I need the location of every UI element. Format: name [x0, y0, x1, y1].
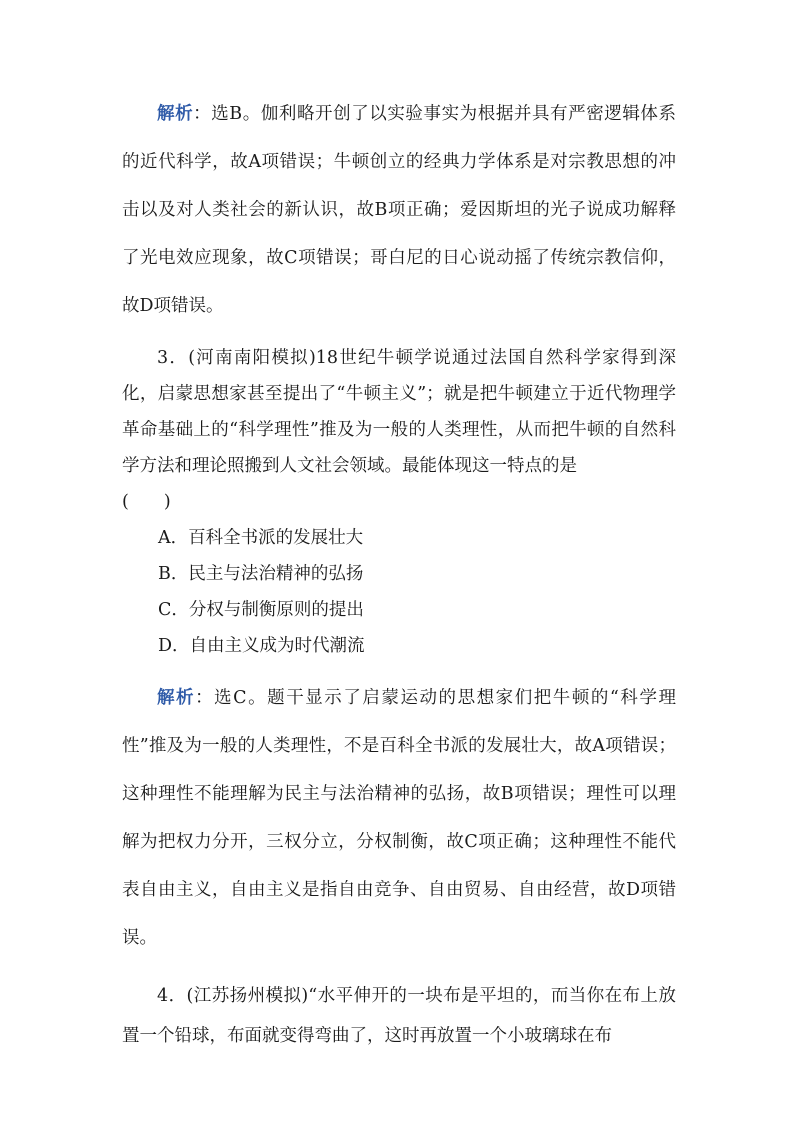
question-number: 4．: [157, 986, 187, 1006]
analysis-label: 解析: [157, 688, 196, 708]
option-d: D．自由主义成为时代潮流: [158, 636, 365, 656]
question-3-stem: [122, 340, 676, 484]
question-text: 18世纪牛顿学说通过法国自然科学家得到深化，启蒙思想家甚至提出了“牛顿主义”；就是把牛顿建立于近代物理学革命基础上的“科学理性”推及为一般的人类理性，从而把牛顿的自然科学方法和理论照搬到人文社会领域。最能体现这一特点的是: [122, 348, 676, 476]
analysis-text: ：选C。题干显示了启蒙运动的思想家们把牛顿的“科学理性”推及为一般的人类理性，不是百科全书派的发展壮大，故A项错误；这种理性不能理解为民主与法治精神的弘扬，故B项错误；理性可以理解为把权力分开，三权分立，分权制衡，故C项正确；这种理性不能代表自由主义，自由主义是指自由竞争、自由贸易、自由经营，故D项错误。: [122, 688, 676, 948]
question-number: 3．: [157, 348, 189, 368]
question-source: (江苏扬州模拟): [186, 986, 309, 1006]
analysis-label: 解析: [157, 104, 194, 124]
option-b: B．民主与法治精神的弘扬: [158, 564, 364, 584]
answer-blank: ( ): [122, 492, 171, 512]
option-c: C．分权与制衡原则的提出: [158, 600, 364, 620]
question-4-stem: [122, 976, 676, 1056]
question-text: “水平伸开的一块布是平坦的，而当你在布上放置一个铅球，布面就变得弯曲了，这时再放置一个小玻璃球在布: [122, 986, 676, 1046]
analysis-text: ：选B。伽利略开创了以实验事实为根据并具有严密逻辑体系的近代科学，故A项错误；牛顿创立的经典力学体系是对宗教思想的冲击以及对人类社会的新认识，故B项正确；爱因斯坦的光子说成功解释了光电效应现象，故C项错误；哥白尼的日心说动摇了传统宗教信仰，故D项错误。: [122, 104, 677, 316]
analysis-paragraph-1: [122, 90, 676, 330]
question-source: (河南南阳模拟): [188, 348, 316, 368]
option-a: A．百科全书派的发展壮大: [158, 528, 364, 548]
option-list: [122, 520, 676, 664]
analysis-paragraph-2: [122, 674, 676, 962]
